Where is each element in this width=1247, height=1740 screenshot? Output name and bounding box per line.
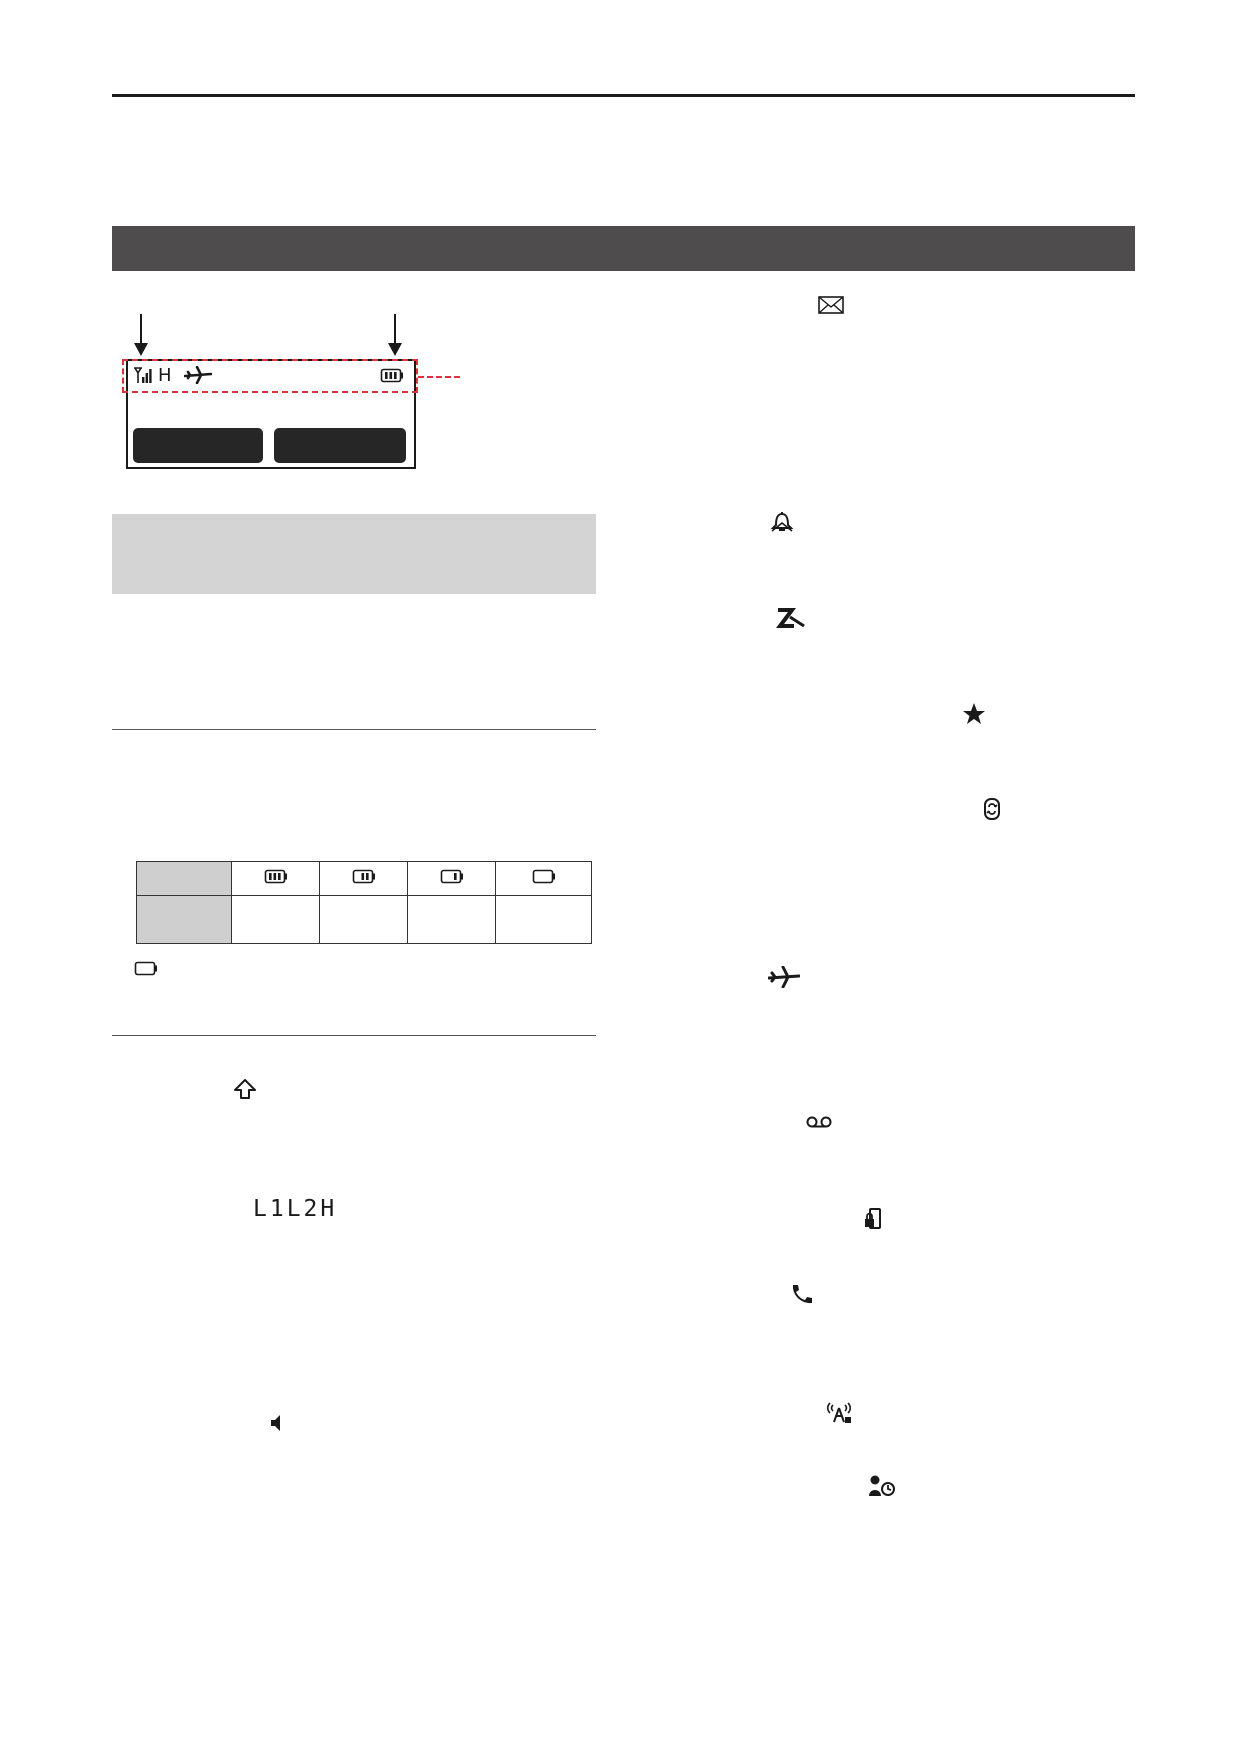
battery-cell-empty (496, 862, 592, 896)
lcd-power-level: H (158, 365, 172, 386)
battery-cell-two-thirds (320, 862, 408, 896)
battery-table-value (232, 896, 320, 944)
phone-handset-icon (790, 1283, 814, 1305)
divider-rule (112, 729, 596, 730)
star-icon (962, 702, 986, 726)
section-header-bar (112, 226, 1135, 271)
battery-table-value (496, 896, 592, 944)
antenna-lock-icon (826, 1400, 852, 1424)
speaker-icon (270, 1414, 282, 1432)
power-level-codes: L1L2H (253, 1196, 338, 1222)
indicator-arrow-right-shaft (394, 314, 396, 344)
voicemail-icon (806, 1116, 832, 1130)
battery-empty-icon (532, 869, 556, 884)
divider-rule (112, 1035, 596, 1036)
battery-table-row-header (137, 896, 232, 944)
indicator-arrow-left-shaft (140, 314, 142, 344)
battery-level-table (136, 861, 592, 944)
circular-arrows-icon (983, 797, 1001, 821)
battery-cell-full (232, 862, 320, 896)
battery-full-icon (264, 869, 288, 884)
airplane-icon (768, 966, 800, 988)
right-softkey[interactable] (274, 428, 406, 463)
battery-empty-note-icon (134, 961, 158, 976)
person-clock-icon (868, 1474, 896, 1498)
indicator-arrow-right-head (388, 343, 402, 356)
sleep-zz-icon (776, 607, 806, 629)
battery-table-header-cell (137, 862, 232, 896)
lcd-battery-full-icon (380, 368, 404, 383)
indicator-arrow-left-head (134, 343, 148, 356)
airplane-mode-icon (184, 366, 212, 384)
battery-table-value (408, 896, 496, 944)
status-line-leader (418, 376, 460, 378)
battery-table-value (320, 896, 408, 944)
signal-strength-icon (133, 366, 153, 384)
top-rule (112, 94, 1135, 97)
battery-one-third-icon (440, 869, 464, 884)
shift-up-arrow-icon (233, 1078, 257, 1100)
handset-lock-icon (864, 1206, 882, 1230)
battery-two-thirds-icon (352, 869, 376, 884)
battery-cell-one-third (408, 862, 496, 896)
left-softkey[interactable] (133, 428, 263, 463)
envelope-icon (818, 296, 844, 314)
note-box (112, 514, 596, 594)
alarm-bell-icon (770, 511, 794, 535)
